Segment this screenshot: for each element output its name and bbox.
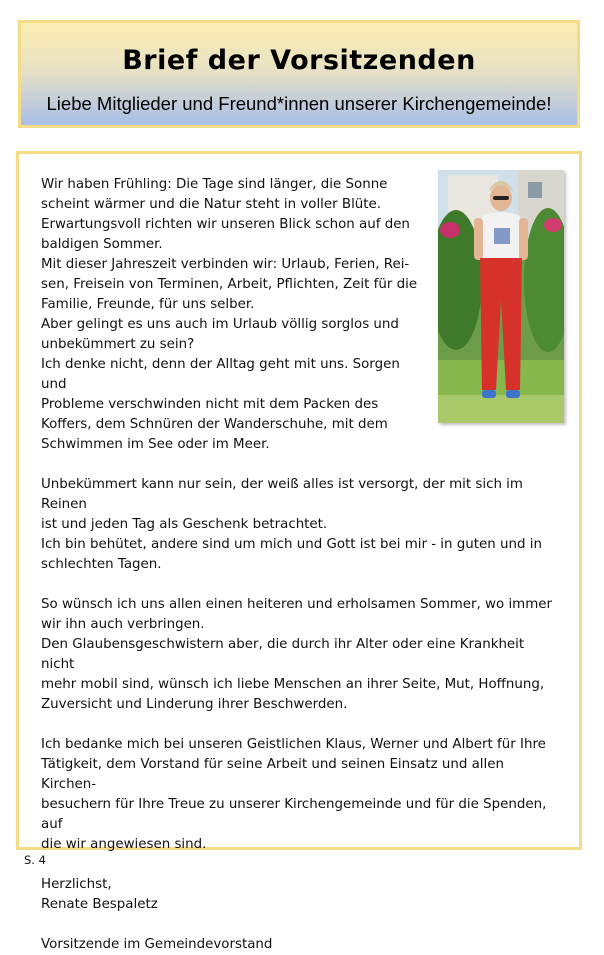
letter-header: [18, 20, 580, 128]
paragraph-4: [41, 735, 561, 855]
letter-body: [41, 175, 561, 955]
text-line: Schwimmen im See oder im Meer.: [41, 437, 270, 452]
paragraph-1: [41, 175, 426, 455]
page-subtitle: Liebe Mitglieder und Freund*innen unserer Kirchengemeinde!: [46, 93, 552, 114]
text-line: Ich bin behütet, andere sind um mich und Gott ist bei mir - in guten und in: [41, 537, 542, 552]
closing: Herzlichst,: [41, 877, 112, 892]
text-line: Den Glaubensgeschwistern aber, die durch ihr Alter oder eine Krankheit nicht: [41, 637, 525, 672]
text-line: besuchern für Ihre Treue zu unserer Kirchengemeinde und für die Spenden, auf: [41, 797, 547, 832]
text-line: Tätigkeit, dem Vorstand für seine Arbeit und seinen Einsatz und allen Kirchen-: [41, 757, 504, 792]
paragraph-3: [41, 595, 561, 715]
text-line: Mit dieser Jahreszeit verbinden wir: Urlaub, Ferien, Rei-: [41, 257, 410, 272]
signer-role: Vorsitzende im Gemeindevorstand: [41, 937, 273, 952]
text-line: scheint wärmer und die Natur steht in voller Blüte.: [41, 197, 382, 212]
text-line: baldigen Sommer.: [41, 237, 163, 252]
text-line: Zuversicht und Linderung ihrer Beschwerden.: [41, 697, 348, 712]
page-number: S. 4: [24, 853, 46, 867]
text-line: sen, Freisein von Terminen, Arbeit, Pflichten, Zeit für die: [41, 277, 418, 292]
paragraph-2: [41, 475, 561, 575]
text-line: Erwartungsvoll richten wir unseren Blick schon auf den: [41, 217, 410, 232]
text-line: ist und jeden Tag als Geschenk betrachtet.: [41, 517, 328, 532]
page-title: Brief der Vorsitzenden: [122, 45, 476, 76]
signature: Renate Bespaletz: [41, 897, 158, 912]
text-line: Unbekümmert kann nur sein, der weiß alles ist versorgt, der mit sich im Reinen: [41, 477, 523, 512]
text-line: Ich denke nicht, denn der Alltag geht mit uns. Sorgen und: [41, 357, 400, 392]
text-line: schlechten Tagen.: [41, 557, 162, 572]
text-line: So wünsch ich uns allen einen heiteren und erholsamen Sommer, wo immer: [41, 597, 553, 612]
text-line: die wir angewiesen sind.: [41, 837, 207, 852]
text-line: Probleme verschwinden nicht mit dem Packen des: [41, 397, 379, 412]
text-line: unbekümmert zu sein?: [41, 337, 195, 352]
text-line: Familie, Freunde, für uns selber.: [41, 297, 255, 312]
text-line: wir ihn auch verbringen.: [41, 617, 205, 632]
text-line: Koffers, dem Schnüren der Wanderschuhe, mit dem: [41, 417, 388, 432]
text-line: mehr mobil sind, wünsch ich liebe Menschen an ihrer Seite, Mut, Hoffnung,: [41, 677, 545, 692]
text-line: Wir haben Frühling: Die Tage sind länger, die Sonne: [41, 177, 388, 192]
text-line: Aber gelingt es uns auch im Urlaub völlig sorglos und: [41, 317, 399, 332]
text-line: Ich bedanke mich bei unseren Geistlichen Klaus, Werner und Albert für Ihre: [41, 737, 546, 752]
